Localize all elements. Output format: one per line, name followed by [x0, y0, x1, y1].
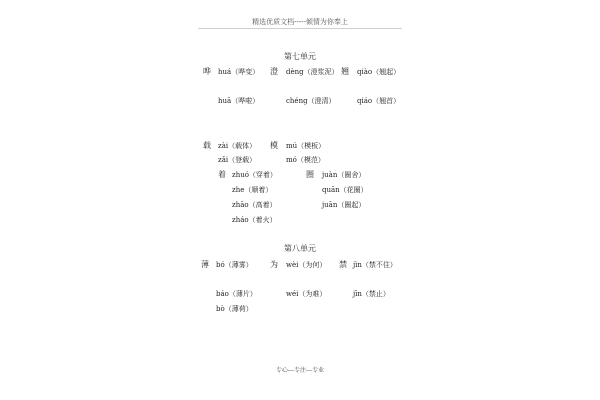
unit7-title: 第七单元: [284, 52, 316, 61]
pinyin-hua-2: huā（哗啦）: [218, 97, 260, 105]
char-hua: 哗: [203, 67, 211, 76]
char-zai: 载: [203, 141, 211, 150]
char-wei: 为: [270, 260, 278, 269]
pinyin-bao-2: báo（薄片）: [216, 290, 257, 298]
pinyin-qiao-1: qiào（翘起）: [357, 68, 401, 76]
page-footer: 专心---专注---专业: [275, 367, 325, 374]
pinyin-zhe-3: zhāo（高着）: [232, 201, 277, 209]
unit8-title: 第八单元: [284, 244, 316, 253]
pinyin-hua-1: huá（哗变）: [218, 68, 260, 76]
page-header: 精选优质文档-----倾情为你奉上: [252, 18, 348, 26]
pinyin-jin-2: jīn（禁止）: [353, 290, 390, 298]
pinyin-quan-2: quān（花圈）: [322, 186, 368, 194]
char-quan: 圈: [306, 170, 314, 179]
char-zhe: 着: [218, 170, 226, 179]
pinyin-zai-2: zǎi（登载）: [218, 156, 257, 164]
pinyin-zhe-2: zhe（顺着）: [232, 186, 273, 194]
char-jin: 禁: [339, 260, 347, 269]
char-cheng: 澄: [270, 67, 278, 76]
pinyin-zhe-4: zháo（着火）: [232, 216, 277, 224]
pinyin-zhe-1: zhuó（穿着）: [232, 171, 277, 179]
pinyin-wei-1: wèi（为何）: [286, 261, 327, 269]
pinyin-mo-1: mú（模板）: [286, 142, 326, 150]
pinyin-mo-2: mó（模范）: [286, 156, 325, 164]
pinyin-jin-1: jìn（禁不住）: [353, 261, 397, 269]
pinyin-quan-3: juān（圈起）: [322, 201, 366, 209]
pinyin-quan-1: juàn（圈舍）: [322, 171, 366, 179]
pinyin-cheng-2: chéng（澄清）: [286, 97, 336, 105]
header-divider: [198, 28, 402, 29]
char-bao: 薄: [201, 260, 209, 269]
pinyin-cheng-1: dèng（澄浆泥）: [286, 68, 339, 76]
char-mo: 模: [270, 141, 278, 150]
char-qiao: 翘: [341, 67, 349, 76]
pinyin-qiao-2: qiáo（翘首）: [357, 97, 401, 105]
pinyin-zai-1: zài（载体）: [218, 142, 257, 150]
pinyin-bao-1: bó（薄雾）: [216, 261, 253, 269]
pinyin-bao-3: bò（薄荷）: [216, 305, 253, 313]
pinyin-wei-2: wéi（为难）: [286, 290, 327, 298]
